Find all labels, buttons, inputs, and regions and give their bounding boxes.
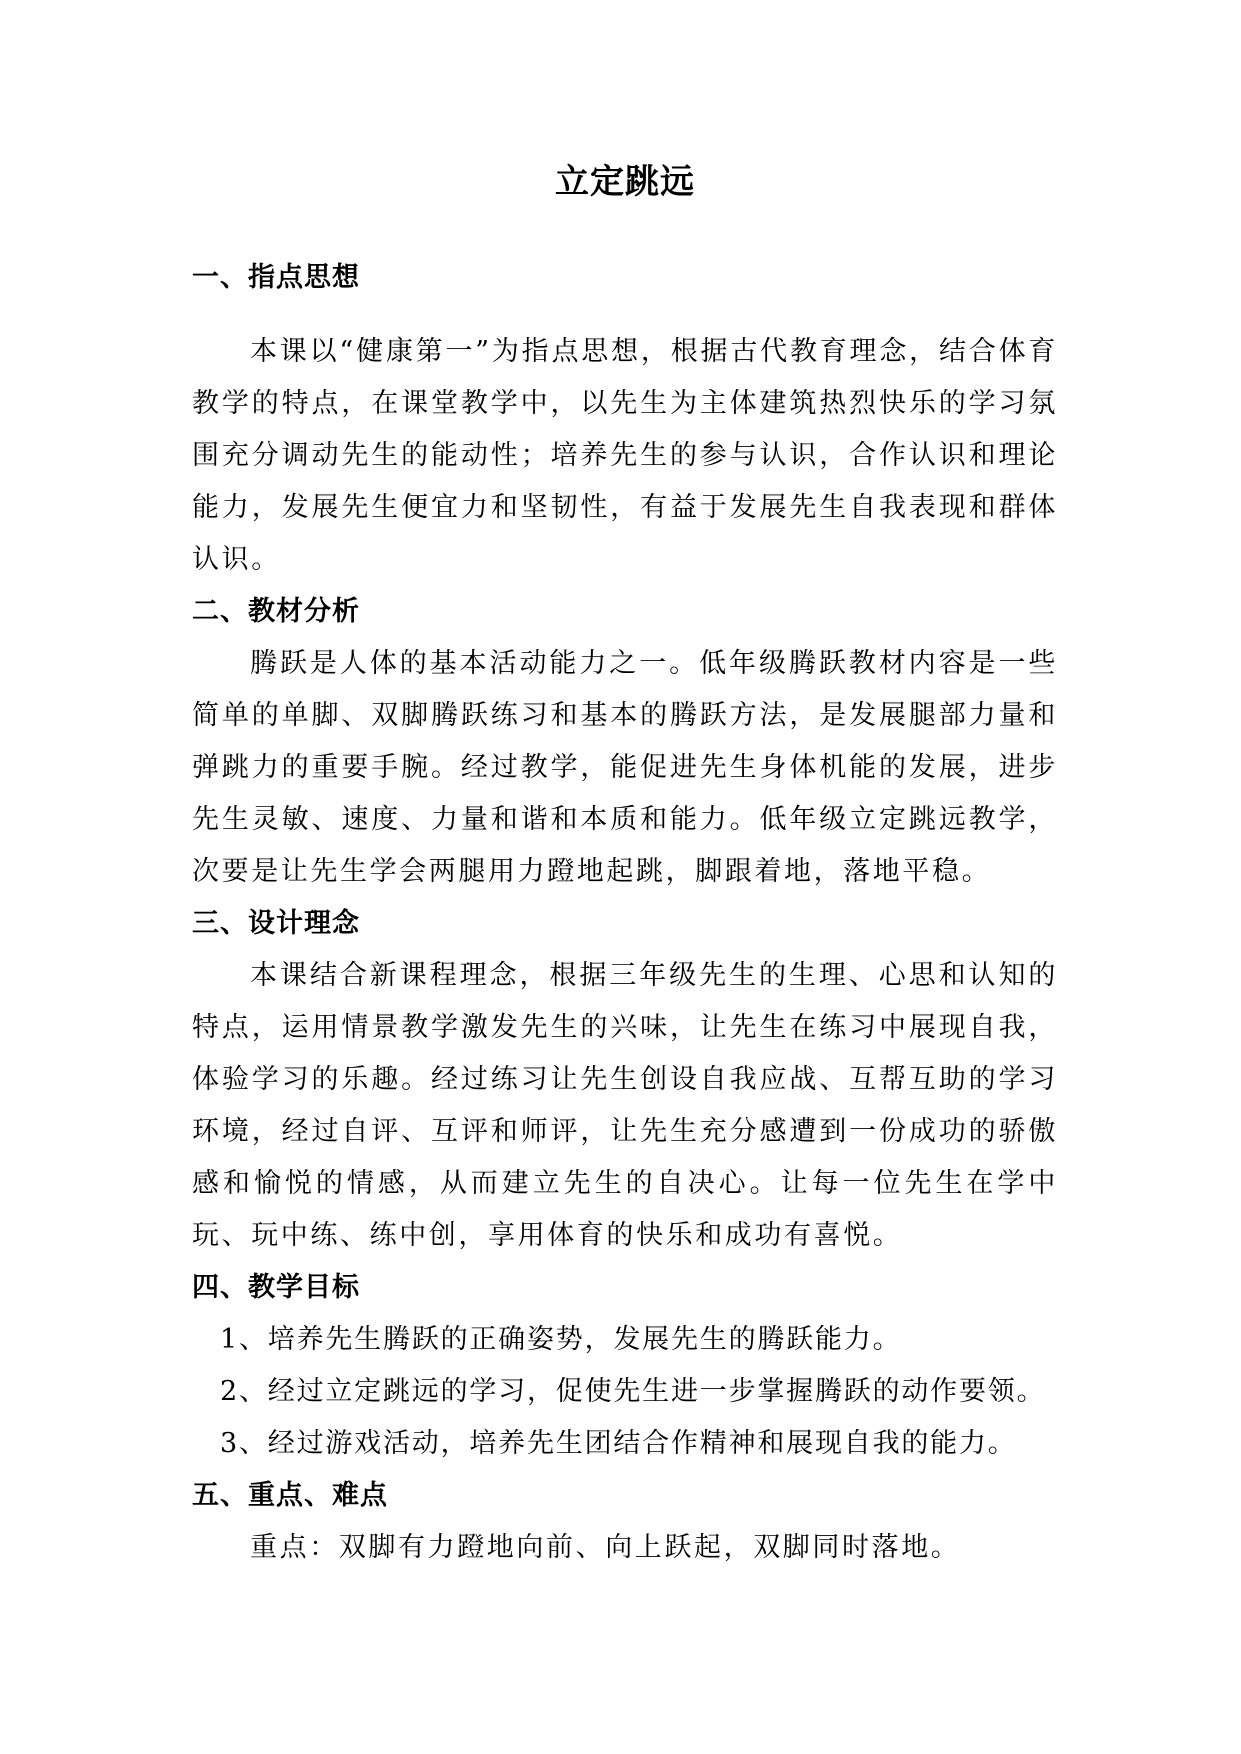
section-key-difficult-points [192,1470,1058,1574]
section-paragraph: 本课以“健康第一”为指点思想，根据古代教育理念，结合体育教学的特点，在课堂教学中，以先生为主体建筑热烈快乐的学习氛围充分调动先生的能动性；培养先生的参与认识，合作认识和理论能力，发展先生便宜力和坚韧性，有益于发展先生自我表现和群体认识。 [192,336,1058,575]
document-content [192,150,1058,1574]
section-heading: 二、教材分析 [192,596,360,627]
list-item: 2、经过立定跳远的学习，促使先生进一步掌握腾跃的动作要领。 [220,1376,1046,1407]
page-title: 立定跳远 [555,162,695,202]
goal-list [192,1314,1058,1470]
section-paragraph: 腾跃是人体的基本活动能力之一。低年级腾跃教材内容是一些简单的单脚、双脚腾跃练习和基本的腾跃方法，是发展腿部力量和弹跳力的重要手腕。经过教学，能促进先生身体机能的发展，进步先生灵敏、速度、力量和谐和本质和能力。低年级立定跳远教学，次要是让先生学会两腿用力蹬地起跳，脚跟着地，落地平稳。 [192,648,1058,887]
section-paragraph: 重点：双脚有力蹬地向前、向上跃起，双脚同时落地。 [250,1532,961,1563]
list-item: 1、培养先生腾跃的正确姿势，发展先生的腾跃能力。 [220,1324,902,1355]
section-teaching-goals [192,1262,1058,1470]
section-heading: 一、指点思想 [192,262,360,293]
section-heading: 三、设计理念 [192,908,360,939]
section-heading: 五、重点、难点 [192,1480,388,1511]
section-heading: 四、教学目标 [192,1272,360,1303]
section-material-analysis [192,586,1058,898]
section-design-concept [192,898,1058,1262]
section-paragraph: 本课结合新课程理念，根据三年级先生的生理、心思和认知的特点，运用情景教学激发先生的兴味，让先生在练习中展现自我，体验学习的乐趣。经过练习让先生创设自我应战、互帮互助的学习环境，经过自评、互评和师评，让先生充分感遭到一份成功的骄傲感和愉悦的情感，从而建立先生的自决心。让每一位先生在学中玩、玩中练、练中创，享用体育的快乐和成功有喜悦。 [192,960,1058,1251]
list-item: 3、经过游戏活动，培养先生团结合作精神和展现自我的能力。 [220,1428,1017,1459]
section-guiding-thought [192,252,1058,586]
